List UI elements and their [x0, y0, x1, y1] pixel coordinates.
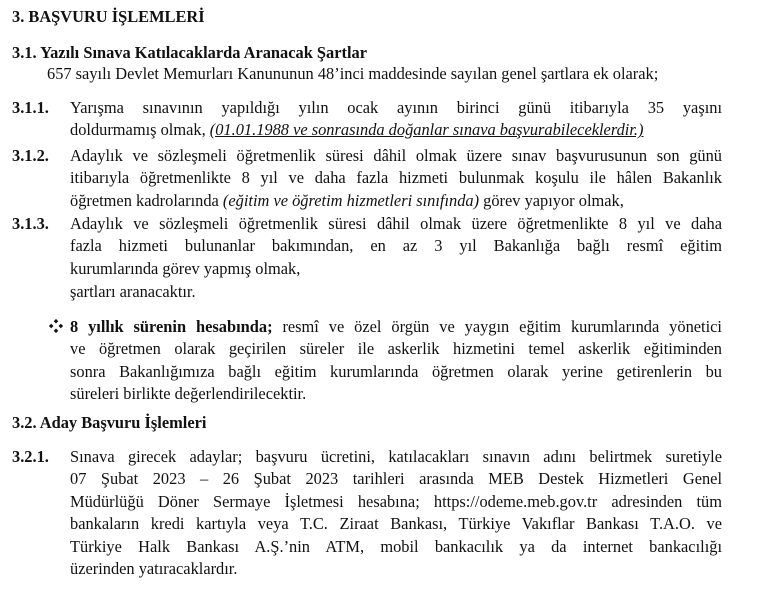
- item-3-2-1-line: bankaların kredi kartıyla veya T.C. Ziraat Bankası, Türkiye Vakıflar Bankası T.A.O. ve: [70, 514, 722, 534]
- item-number-3-1-1: 3.1.1.: [12, 98, 49, 117]
- item-3-1-2-line: [70, 190, 722, 212]
- item-3-1-2-text: [70, 145, 722, 212]
- item-3-2-1-text: [70, 446, 722, 580]
- item-3-2-1-line: Sınava girecek adaylar; başvuru ücretini, katılacakları sınavın adını belirtmek suretiyle: [70, 447, 722, 466]
- item-3-1-3-line: fazla hizmeti bulunanlar bakımından, en az 3 yıl Bakanlığa bağlı resmî eğitim: [70, 236, 722, 256]
- diamond-bullet-icon: [49, 318, 63, 340]
- item-3-2-1-line: Türkiye Halk Bankası A.Ş.’nin ATM, mobil bankacılık ya da internet bankacılığı: [70, 536, 722, 556]
- subsection-intro: 657 sayılı Devlet Memurları Kanununun 48’inci maddesinde sayılan genel şartlara ek olarak;: [47, 64, 659, 83]
- item-3-1-2-line: Adaylık ve sözleşmeli öğretmenlik süresi dâhil olmak üzere sınav başvurusunun son günü: [70, 146, 722, 165]
- item-3-2-1-line: üzerinden yatıracaklardır.: [70, 559, 238, 579]
- requirements-closing: şartları aranacaktır.: [70, 282, 196, 301]
- item-3-1-2-line: itibarıyla öğretmenlikte 8 yıl ve daha fazla hizmeti bulunmak koşulu ile hâlen Bakanlık: [70, 168, 722, 188]
- item-3-2-1-line: 07 Şubat 2023 – 26 Şubat 2023 tarihleri arasında MEB Destek Hizmetleri Genel: [70, 469, 722, 489]
- subsection-title-3-2: 3.2. Aday Başvuru İşlemleri: [12, 413, 207, 432]
- item-3-1-2-note-italic: (eğitim ve öğretim hizmetleri sınıfında): [222, 190, 480, 210]
- item-3-1-3-text: [70, 213, 722, 280]
- item-number-3-1-2: 3.1.2.: [12, 146, 49, 165]
- item-3-1-2-text-plain: öğretmen kadrolarında: [70, 190, 223, 210]
- item-3-1-1-text-plain: doldurmamış olmak,: [70, 120, 210, 140]
- note-bold-lead: 8 yıllık sürenin hesabında;: [70, 317, 273, 336]
- subsection-title-3-1: 3.1. Yazılı Sınava Katılacaklarda Aranacak Şartlar: [12, 43, 367, 62]
- item-3-1-3-line: Adaylık ve sözleşmeli öğretmenlik süresi dâhil olmak üzere öğretmenlikte 8 yıl ve daha: [70, 214, 722, 233]
- note-paragraph: [70, 316, 722, 406]
- section-title: 3. BAŞVURU İŞLEMLERİ: [12, 7, 205, 26]
- item-3-1-1-text: [70, 97, 722, 142]
- item-number-3-2-1: 3.2.1.: [12, 447, 49, 466]
- item-3-1-1-line: [70, 119, 722, 141]
- item-3-2-1-line: Müdürlüğü Döner Sermaye İşletmesi hesabına; https://odeme.meb.gov.tr adresinden tüm: [70, 491, 722, 511]
- note-line: [70, 316, 722, 338]
- note-text: resmî ve özel örgün ve yaygın eğitim kurumlarında yönetici: [272, 317, 722, 336]
- note-line: ve öğretmen olarak geçirilen süreler ile askerlik hizmetini temel askerlik eğitiminden: [70, 339, 722, 359]
- note-line: süreleri birlikte değerlendirilecektir.: [70, 384, 307, 404]
- item-3-1-2-text-plain: görev yapıyor olmak,: [479, 190, 624, 210]
- note-line: sonra Bakanlığımıza bağlı eğitim kurumlarında öğretmen olarak yerine getirenlerin bu: [70, 361, 722, 381]
- item-3-1-1-note-italic: (01.01.1988 ve sonrasında doğanlar sınava başvurabileceklerdir.): [209, 120, 644, 140]
- item-3-1-3-line: kurumlarında görev yapmış olmak,: [70, 258, 301, 278]
- item-3-1-1-line: Yarışma sınavının yapıldığı yılın ocak ayının birinci günü itibarıyla 35 yaşını: [70, 98, 722, 117]
- item-number-3-1-3: 3.1.3.: [12, 214, 49, 233]
